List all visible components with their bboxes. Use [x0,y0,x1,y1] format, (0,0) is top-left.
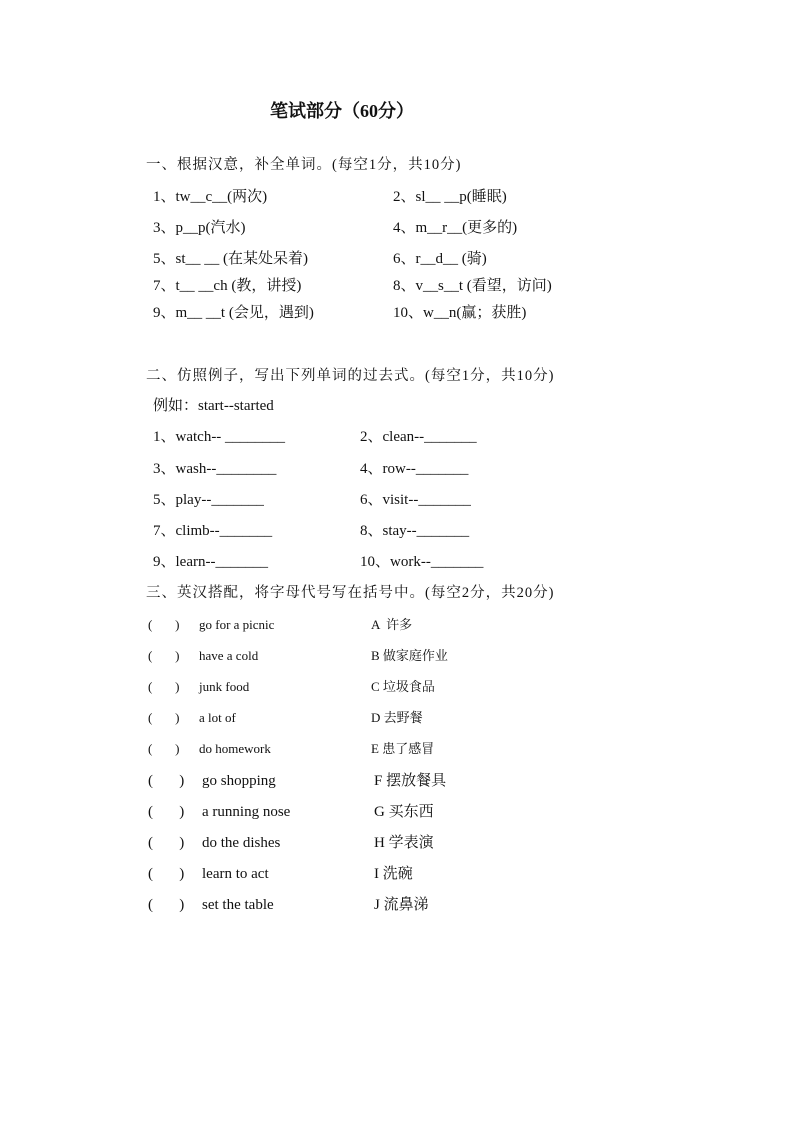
fill-word-item: 9、m__ __t (会见，遇到) [153,305,314,321]
fill-word-item: 4、m__r__(更多的) [393,220,518,236]
answer-bracket: ( ) [148,835,185,851]
chinese-meaning: G 买东西 [374,804,434,820]
fill-word-item: 1、tw__c__(两次) [153,189,268,205]
answer-bracket: ( ) [148,773,185,789]
fill-word-item: 2、sl__ __p(睡眠) [393,189,507,205]
section1-header: 一、根据汉意，补全单词。(每空1分，共10分) [146,157,462,173]
chinese-meaning: D 去野餐 [371,710,423,725]
past-tense-item: 10、work--_______ [360,554,484,570]
chinese-meaning: C 垃圾食品 [371,679,435,694]
past-tense-item: 1、watch-- ________ [153,429,286,445]
english-phrase: a lot of [199,710,236,725]
chinese-meaning: F 摆放餐具 [374,773,447,789]
chinese-meaning: J 流鼻涕 [374,897,429,913]
section2-example: 例如：start--started [153,398,274,414]
past-tense-item: 9、learn--_______ [153,554,268,570]
chinese-meaning: H 学表演 [374,835,434,851]
english-phrase: do homework [199,741,271,756]
fill-word-item: 5、st__ __ (在某处呆着) [153,251,308,267]
fill-word-item: 6、r__d__ (骑) [393,251,487,267]
english-phrase: go for a picnic [199,617,275,632]
english-phrase: junk food [199,679,250,694]
page-title: 笔试部分（60分） [270,101,414,121]
past-tense-item: 4、row--_______ [360,461,469,477]
past-tense-item: 6、visit--_______ [360,492,471,508]
chinese-meaning: I 洗碗 [374,866,413,882]
english-phrase: a running nose [202,804,291,820]
fill-word-item: 10、w__n(赢；获胜) [393,305,527,321]
english-phrase: set the table [202,897,274,913]
section2-header: 二、仿照例子，写出下列单词的过去式。(每空1分，共10分) [146,368,555,384]
fill-word-item: 7、t__ __ch (教，讲授) [153,278,302,294]
english-phrase: learn to act [202,866,269,882]
answer-bracket: ( ) [148,648,180,663]
answer-bracket: ( ) [148,897,185,913]
section3-header: 三、英汉搭配，将字母代号写在括号中。(每空2分，共20分) [146,585,555,601]
chinese-meaning: A 许多 [371,617,413,632]
english-phrase: go shopping [202,773,276,789]
answer-bracket: ( ) [148,710,180,725]
answer-bracket: ( ) [148,679,180,694]
fill-word-item: 3、p__p(汽水) [153,220,246,236]
answer-bracket: ( ) [148,617,180,632]
past-tense-item: 8、stay--_______ [360,523,470,539]
past-tense-item: 5、play--_______ [153,492,264,508]
chinese-meaning: B 做家庭作业 [371,648,448,663]
answer-bracket: ( ) [148,866,185,882]
past-tense-item: 7、climb--_______ [153,523,273,539]
english-phrase: do the dishes [202,835,281,851]
english-phrase: have a cold [199,648,259,663]
answer-bracket: ( ) [148,804,185,820]
past-tense-item: 2、clean--_______ [360,429,477,445]
answer-bracket: ( ) [148,741,180,756]
past-tense-item: 3、wash--________ [153,461,277,477]
fill-word-item: 8、v__s__t (看望，访问) [393,278,552,294]
chinese-meaning: E 患了感冒 [371,741,435,756]
